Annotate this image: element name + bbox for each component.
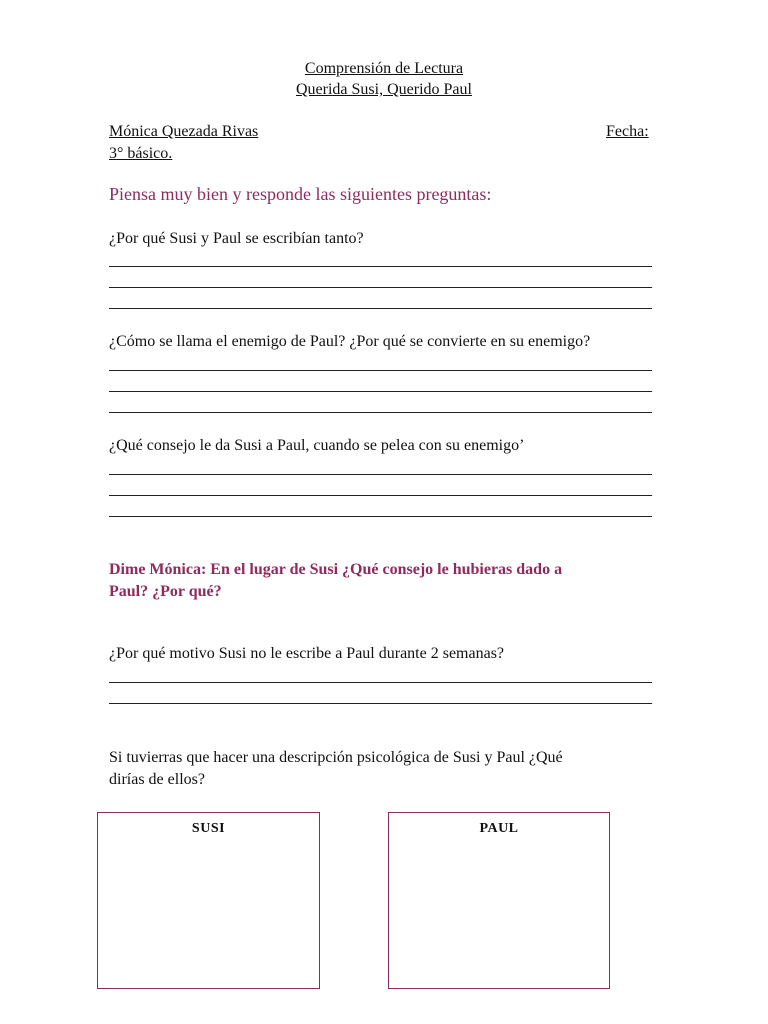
- answer-line[interactable]: [109, 682, 652, 683]
- bonus-question-line-1: Dime Mónica: En el lugar de Susi ¿Qué consejo le hubieras dado a: [109, 561, 563, 578]
- question-2: ¿Cómo se llama el enemigo de Paul? ¿Por qué se convierte en su enemigo?: [109, 333, 591, 350]
- answer-line[interactable]: [109, 370, 652, 371]
- answer-line[interactable]: [109, 412, 652, 413]
- grade-label: 3° básico.: [109, 145, 173, 162]
- description-question-line-2: dirías de ellos?: [109, 771, 205, 788]
- answer-line[interactable]: [109, 308, 652, 309]
- paul-box-label: PAUL: [479, 821, 519, 836]
- paul-description-box[interactable]: [388, 812, 610, 989]
- susi-box-label: SUSI: [191, 821, 226, 836]
- description-question-line-1: Si tuvierras que hacer una descripción psicológica de Susi y Paul ¿Qué: [109, 749, 563, 766]
- answer-line[interactable]: [109, 266, 652, 267]
- answer-line[interactable]: [109, 474, 652, 475]
- worksheet-title: Comprensión de Lectura: [304, 60, 464, 77]
- answer-line[interactable]: [109, 287, 652, 288]
- answer-line[interactable]: [109, 495, 652, 496]
- student-name: Mónica Quezada Rivas: [109, 123, 259, 140]
- susi-description-box[interactable]: [97, 812, 320, 989]
- bonus-question-line-2: Paul? ¿Por qué?: [109, 583, 222, 600]
- question-3: ¿Qué consejo le da Susi a Paul, cuando se pelea con su enemigo’: [109, 437, 525, 454]
- instruction-text: Piensa muy bien y responde las siguientes preguntas:: [109, 184, 492, 204]
- question-1: ¿Por qué Susi y Paul se escribían tanto?: [109, 230, 364, 247]
- date-label: Fecha:: [606, 123, 649, 140]
- answer-line[interactable]: [109, 391, 652, 392]
- answer-line[interactable]: [109, 516, 652, 517]
- question-4: ¿Por qué motivo Susi no le escribe a Paul durante 2 semanas?: [109, 645, 505, 662]
- answer-line[interactable]: [109, 703, 652, 704]
- worksheet-subtitle: Querida Susi, Querido Paul: [296, 81, 472, 98]
